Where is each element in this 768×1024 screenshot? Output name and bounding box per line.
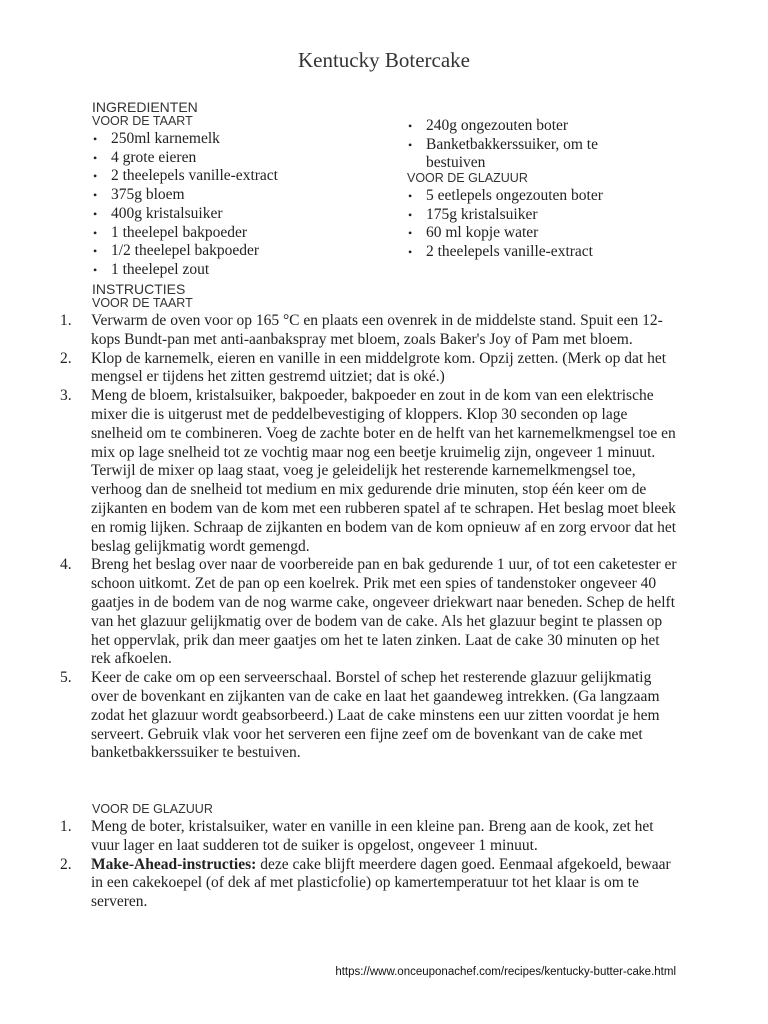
- ingredients-heading: INGREDIENTEN: [92, 99, 198, 115]
- ingredients-glaze-heading: VOOR DE GLAZUUR: [407, 171, 528, 185]
- step-number: 2.: [60, 349, 72, 367]
- list-item: • 175g kristalsuiker: [407, 206, 697, 225]
- step-number: 3.: [60, 387, 72, 405]
- list-item: [60, 669, 681, 763]
- step-number: 1.: [60, 818, 72, 835]
- list-item: [60, 556, 681, 669]
- step-text: Klop de karnemelk, eieren en vanille in een middelgrote kom. Opzij zetten. (Merk op dat het mengsel er tijdens het zitten gestremd uitziet; dat is oké.): [91, 349, 667, 386]
- list-item: • 250ml karnemelk: [92, 130, 392, 149]
- ingredients-cake-list: [92, 130, 392, 280]
- page-title: Kentucky Botercake: [297, 48, 470, 72]
- list-item: • 1 theelepel zout: [92, 261, 392, 280]
- source-url: https://www.onceuponachef.com/recipes/kentucky-butter-cake.html: [335, 966, 676, 978]
- list-item: • 1/2 theelepel bakpoeder: [92, 242, 392, 261]
- step-text: Keer de cake om op een serveerschaal. Borstel of schep het resterende glazuur gelijkmatig over de bovenkant en zijkanten van de cake en laat het gaandeweg intrekken. (Ga langzaam zodat het glazuur wordt geabsorbeerd.) Laat de cake minstens een uur zitten voordat je hem serveert. Gebruik vlak voor het serveren een fijne zeef om de bovenkant van de cake met banketbakkerssuiker te bestuiven.: [91, 669, 660, 762]
- ingredients-glaze-list: [407, 187, 697, 262]
- instructions-heading: INSTRUCTIES: [92, 281, 186, 297]
- list-item: • 4 grote eieren: [92, 149, 392, 168]
- step-bold-label: Make-Ahead-instructies:: [91, 855, 257, 873]
- ingredients-cake-list-continued: [407, 117, 627, 173]
- step-text: Meng de bloem, kristalsuiker, bakpoeder, bakpoeder en zout in de kom van een elektrische mixer die is uitgerust met de peddelbevestiging of kloppers. Klop 30 seconden op lage snelheid om te combineren. Voeg de zachte boter en de helft van het karnemelkmengsel toe en mix op lage snelheid tot ze vochtig maar nog een beetje kruimelig zijn, ongeveer 1 minuut. Terwijl de mixer op laag staat, voeg je geleidelijk het resterende karnemelkmengsel toe, verhoog dan de snelheid tot medium en mix gedurende drie minuten, stop één keer om de zijkanten en bodem van de kom met een rubberen spatel af te schrapen. Het beslag moet bleek en romig lijken. Schraap de zijkanten en bodem van de kom opnieuw af en zorg ervoor dat het beslag gelijkmatig wordt gemengd.: [91, 387, 677, 555]
- list-item: [60, 855, 681, 912]
- instructions-glaze-steps: [60, 818, 681, 912]
- instructions-glaze-heading: VOOR DE GLAZUUR: [92, 802, 213, 816]
- list-item: • 375g bloem: [92, 186, 392, 205]
- step-number: 2.: [60, 855, 72, 873]
- list-item: • 5 eetlepels ongezouten boter: [407, 187, 697, 206]
- list-item: • 400g kristalsuiker: [92, 205, 392, 224]
- list-item: • 60 ml kopje water: [407, 224, 697, 243]
- step-text: Verwarm de oven voor op 165 °C en plaats een ovenrek in de middelste stand. Spuit een 12-kops Bundt-pan met anti-aanbakspray met bloem, zoals Baker's Joy of Pam met bloem.: [91, 312, 663, 348]
- list-item: • 1 theelepel bakpoeder: [92, 224, 392, 243]
- list-item: [60, 387, 681, 556]
- list-item: • 2 theelepels vanille-extract: [407, 243, 697, 262]
- step-number: 4.: [60, 556, 72, 574]
- step-number: 1.: [60, 312, 72, 329]
- instructions-cake-heading: VOOR DE TAART: [92, 296, 193, 310]
- ingredients-cake-heading: VOOR DE TAART: [92, 114, 193, 128]
- step-text: Breng het beslag over naar de voorbereide pan en bak gedurende 1 uur, of tot een caketester er schoon uitkomt. Zet de pan op een koelrek. Prik met een spies of tandenstoker ongeveer 40 gaatjes in de bodem van de nog warme cake, ongeveer driekwart naar beneden. Schep de helft van het glazuur gelijkmatig over de bodem van de cake. Als het glazuur begint te plassen op het oppervlak, prik dan meer gaatjes om het te laten zinken. Laat de cake 30 minuten op het rek afkoelen.: [91, 556, 677, 668]
- list-item: [60, 312, 681, 350]
- step-number: 5.: [60, 669, 72, 687]
- list-item: [60, 818, 681, 856]
- list-item: • 240g ongezouten boter: [407, 117, 627, 136]
- list-item: • Banketbakkerssuiker, om te bestuiven: [407, 136, 627, 173]
- step-text: Meng de boter, kristalsuiker, water en vanille in een kleine pan. Breng aan de kook, zet het vuur lager en laat sudderen tot de suiker is opgelost, ongeveer 1 minuut.: [91, 818, 654, 854]
- list-item: [60, 349, 681, 388]
- instructions-cake-steps: [60, 312, 681, 763]
- step-text: deze cake blijft meerdere dagen goed. Eenmaal afgekoeld, bewaar in een cakekoepel (of dek af met plasticfolie) op kamertemperatuur tot het klaar is om te serveren.: [91, 855, 671, 911]
- list-item: • 2 theelepels vanille-extract: [92, 167, 392, 186]
